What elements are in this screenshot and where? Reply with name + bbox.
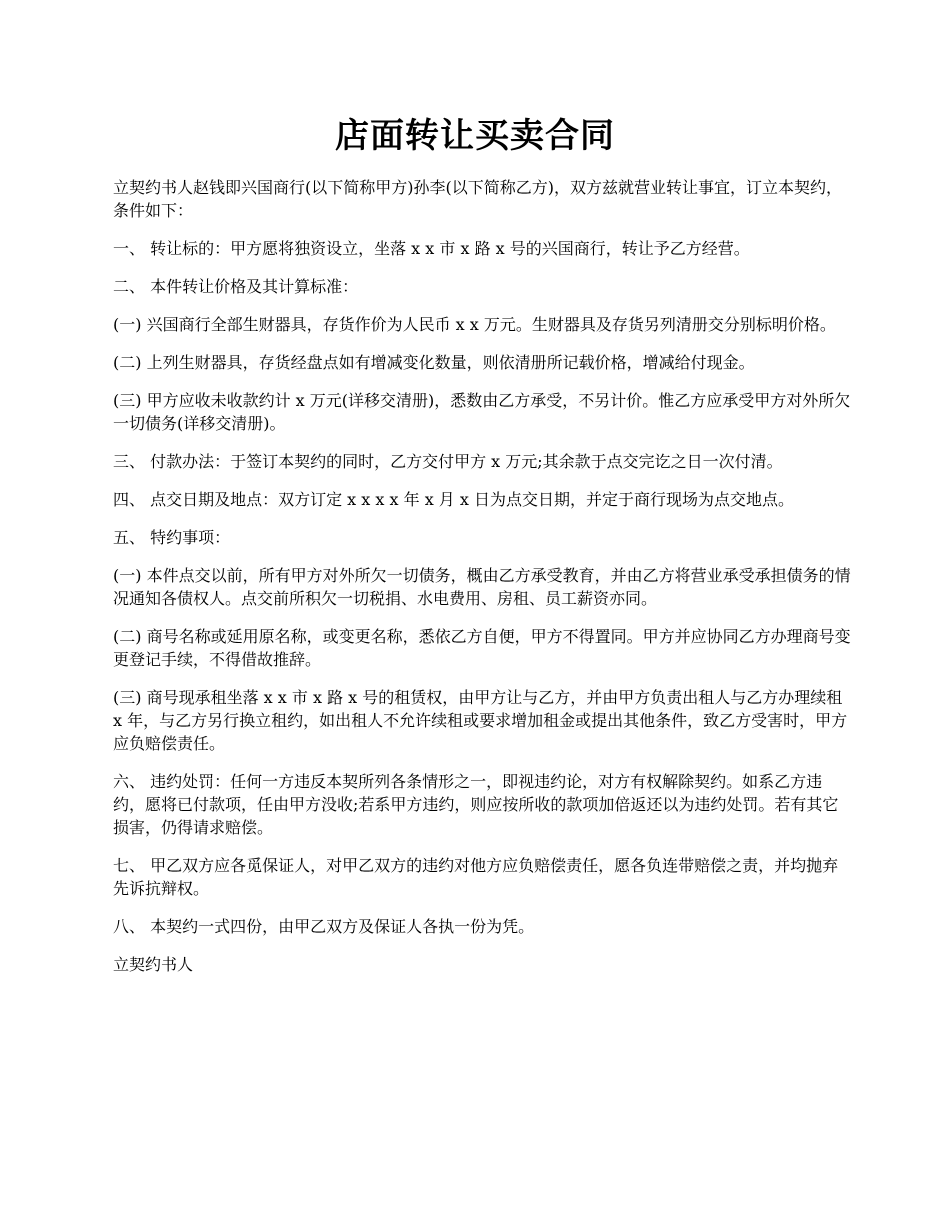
paragraph-clause-2: 二、 本件转让价格及其计算标准： [113, 277, 359, 296]
document-title: 店面转让买卖合同 [335, 116, 615, 156]
paragraph-clause-4: 四、 点交日期及地点：双方订定 x x x x 年 x 月 x 日为点交日期，并定于商行现场为点交地点。 [113, 490, 795, 509]
paragraph-clause-5-2: (二) 商号名称或延用原名称，或变更名称，悉依乙方自便，甲方不得置同。甲方并应协同乙方办理商号变更登记手续，不得借故推辞。 [113, 627, 851, 669]
paragraph-clause-5-1: (一) 本件点交以前，所有甲方对外所欠一切债务，概由乙方承受教育，并由乙方将营业承受承担债务的情况通知各债权人。点交前所积欠一切税捐、水电费用、房租、员工薪资亦同。 [113, 566, 851, 608]
document-body [113, 176, 853, 991]
paragraph-clause-2-2: (二) 上列生财器具，存货经盘点如有增减变化数量，则依清册所记载价格，增减给付现金。 [113, 353, 755, 372]
signature-line: 立契约书人 [113, 955, 194, 974]
paragraph-clause-2-3: (三) 甲方应收未收款约计 x 万元(详移交清册)，悉数由乙方承受，不另计价。惟乙方应承受甲方对外所欠一切债务(详移交清册)。 [113, 391, 851, 433]
paragraph-clause-2-1: (一) 兴国商行全部生财器具，存货作价为人民币 x x 万元。生财器具及存货另列清册交分别标明价格。 [113, 315, 836, 334]
paragraph-clause-5-3: (三) 商号现承租坐落 x x 市 x 路 x 号的租赁权，由甲方让与乙方，并由甲方负责出租人与乙方办理续租 x 年，与乙方另行换立租约，如出租人不允许续租或要求增加租金或提出其他条件，致乙方受害时，甲方应负赔偿责任。 [113, 688, 848, 753]
paragraph-clause-8: 八、 本契约一式四份，由甲乙双方及保证人各执一份为凭。 [113, 917, 535, 936]
paragraph-clause-7: 七、 甲乙双方应各觅保证人，对甲乙双方的违约对他方应负赔偿责任，愿各负连带赔偿之责，并均抛弃先诉抗辩权。 [113, 856, 839, 898]
paragraph-clause-5: 五、 特约事项： [113, 528, 231, 547]
paragraph-clause-3: 三、 付款办法：于签订本契约的同时，乙方交付甲方 x 万元;其余款于点交完讫之日一次付清。 [113, 452, 783, 471]
paragraph-clause-6: 六、 违约处罚：任何一方违反本契所列各条情形之一，即视违约论，对方有权解除契约。如系乙方违约，愿将已付款项，任由甲方没收;若系甲方违约，则应按所收的款项加倍返还以为违约处罚。若有其它损害，仍得请求赔偿。 [113, 772, 839, 837]
paragraph-clause-1: 一、 转让标的：甲方愿将独资设立，坐落 x x 市 x 路 x 号的兴国商行，转让予乙方经营。 [113, 239, 750, 258]
paragraph-preamble: 立契约书人赵钱即兴国商行(以下简称甲方)孙李(以下简称乙方)，双方兹就营业转让事宜，订立本契约，条件如下： [113, 178, 842, 220]
